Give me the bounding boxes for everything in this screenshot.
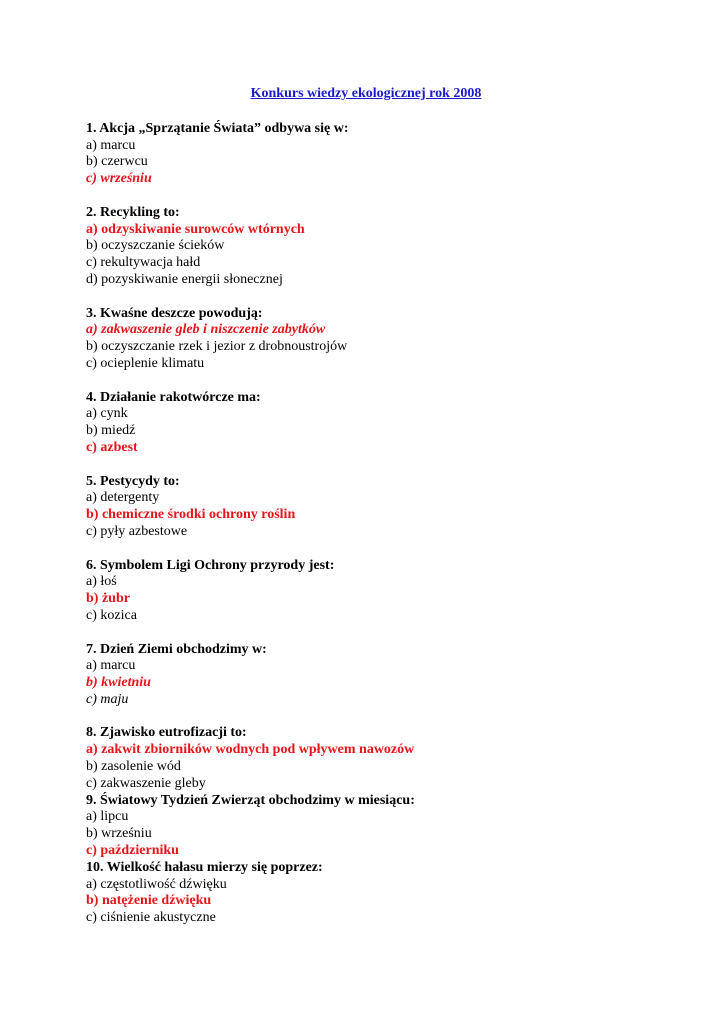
answer-option: d) pozyskiwanie energii słonecznej: [86, 271, 283, 287]
question-title: 10. Wielkość hałasu mierzy się poprzez:: [86, 859, 323, 875]
question-block: [86, 860, 646, 927]
correct-answer-option: a) zakwaszenie gleb i niszczenie zabytków: [86, 322, 326, 338]
question-block: [86, 793, 646, 860]
answer-option: b) czerwcu: [86, 154, 148, 170]
answer-option: a) łoś: [86, 574, 117, 590]
correct-answer-option: b) żubr: [86, 591, 130, 607]
answer-option: a) marcu: [86, 137, 136, 153]
correct-answer-option: c) październiku: [86, 843, 179, 859]
answer-option: b) wrześniu: [86, 826, 152, 842]
question-title: 4. Działanie rakotwórcze ma:: [86, 389, 261, 405]
question-block: [86, 121, 646, 188]
answer-option: c) ciśnienie akustyczne: [86, 910, 216, 926]
question-block: [86, 725, 646, 792]
answer-option: c) rekultywacja hałd: [86, 255, 201, 271]
question-title: 6. Symbolem Ligi Ochrony przyrody jest:: [86, 557, 335, 573]
correct-answer-option: c) azbest: [86, 439, 138, 455]
question-block: [86, 390, 646, 457]
question-title: 7. Dzień Ziemi obchodzimy w:: [86, 641, 267, 657]
answer-option: a) częstotliwość dźwięku: [86, 876, 227, 892]
document-page: [86, 86, 646, 927]
correct-answer-option: b) natężenie dźwięku: [86, 893, 212, 909]
question-title: 8. Zjawisko eutrofizacji to:: [86, 725, 247, 741]
correct-answer-option: a) odzyskiwanie surowców wtórnych: [86, 221, 305, 237]
answer-option: c) pyły azbestowe: [86, 523, 188, 539]
question-block: [86, 205, 646, 289]
correct-answer-option: a) zakwit zbiorników wodnych pod wpływem nawozów: [86, 742, 415, 758]
answer-option: c) ocieplenie klimatu: [86, 355, 205, 371]
answer-option: b) oczyszczanie rzek i jezior z drobnoustrojów: [86, 339, 348, 355]
answer-option: b) miedź: [86, 423, 136, 439]
question-block: [86, 306, 646, 373]
answer-option: a) marcu: [86, 658, 136, 674]
question-title: 3. Kwaśne deszcze powodują:: [86, 305, 263, 321]
correct-answer-option: c) wrześniu: [86, 171, 152, 187]
answer-option: b) zasolenie wód: [86, 759, 181, 775]
answer-option: b) oczyszczanie ścieków: [86, 238, 225, 254]
answer-option: a) detergenty: [86, 490, 160, 506]
question-list: [86, 121, 646, 927]
answer-option: c) kozica: [86, 607, 137, 623]
question-title: 5. Pestycydy to:: [86, 473, 180, 489]
page-title: Konkurs wiedzy ekologicznej rok 2008: [250, 86, 482, 101]
question-title: 2. Recykling to:: [86, 204, 180, 220]
question-block: [86, 474, 646, 541]
question-block: [86, 558, 646, 625]
answer-option: c) zakwaszenie gleby: [86, 775, 206, 791]
correct-answer-option: b) chemiczne środki ochrony roślin: [86, 507, 296, 523]
question-block: [86, 642, 646, 709]
answer-option: c) maju: [86, 691, 129, 707]
question-title: 1. Akcja „Sprzątanie Świata” odbywa się w:: [86, 120, 349, 136]
answer-option: a) lipcu: [86, 809, 129, 825]
answer-option: a) cynk: [86, 406, 128, 422]
correct-answer-option: b) kwietniu: [86, 675, 151, 691]
question-title: 9. Światowy Tydzień Zwierząt obchodzimy w miesiącu:: [86, 792, 415, 808]
